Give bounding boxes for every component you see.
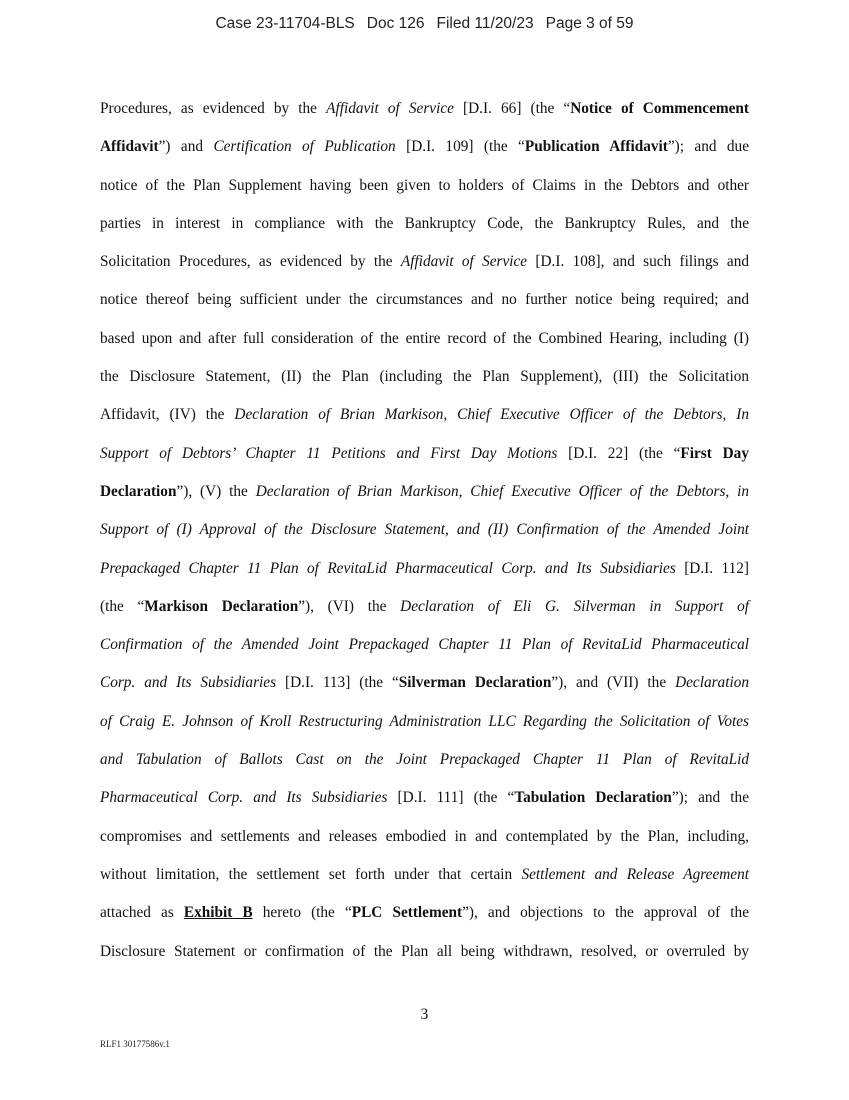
exhibit-b-reference: Exhibit B xyxy=(183,904,253,922)
body-line: Support of Debtors’ Chapter 11 Petitions and First Day Motions [D.I. 22] (the “First Day xyxy=(100,444,749,462)
body-line: of Craig E. Johnson of Kroll Restructuring Administration LLC Regarding the Solicitation of Votes xyxy=(100,712,749,730)
body-line: Affidavit”) and Certification of Publication [D.I. 109] (the “Publication Affidavit”); and due xyxy=(100,138,749,156)
body-line: compromises and settlements and releases embodied in and contemplated by the Plan, including, xyxy=(100,827,749,845)
body-line: parties in interest in compliance with the Bankruptcy Code, the Bankruptcy Rules, and the xyxy=(100,214,749,232)
body-line: and Tabulation of Ballots Cast on the Joint Prepackaged Chapter 11 Plan of RevitaLid xyxy=(100,751,749,769)
body-line: Support of (I) Approval of the Disclosure Statement, and (II) Confirmation of the Amended Joint xyxy=(100,521,749,539)
body-line: Affidavit, (IV) the Declaration of Brian Markison, Chief Executive Officer of the Debtors, In xyxy=(100,406,750,424)
body-line: Solicitation Procedures, as evidenced by the Affidavit of Service [D.I. 108], and such filings and xyxy=(100,253,749,271)
body-line: notice of the Plan Supplement having been given to holders of Claims in the Debtors and other xyxy=(100,176,749,194)
page-number: 3 xyxy=(420,1006,429,1023)
doc-number: Doc 126 xyxy=(366,15,425,32)
body-line: attached as Exhibit B hereto (the “PLC Settlement”), and objections to the approval of the xyxy=(100,904,749,922)
filing-header xyxy=(0,15,849,33)
body-line: the Disclosure Statement, (II) the Plan (including the Plan Supplement), (III) the Solicitation xyxy=(100,368,749,386)
body-line: Pharmaceutical Corp. and Its Subsidiaries [D.I. 111] (the “Tabulation Declaration”); and the xyxy=(100,789,749,807)
body-line: based upon and after full consideration of the entire record of the Combined Hearing, including (I) xyxy=(100,329,749,347)
body-line: Declaration”), (V) the Declaration of Brian Markison, Chief Executive Officer of the Debtors, in xyxy=(100,482,749,500)
body-line: notice thereof being sufficient under the circumstances and no further notice being required; and xyxy=(100,291,749,309)
body-line: Procedures, as evidenced by the Affidavit of Service [D.I. 66] (the “Notice of Commencement xyxy=(100,100,749,117)
page-of-pages: Page 3 of 59 xyxy=(545,15,634,32)
case-number: Case 23-11704-BLS xyxy=(215,15,355,32)
body-line: (the “Markison Declaration”), (VI) the Declaration of Eli G. Silverman in Support of xyxy=(100,597,750,615)
body-line: without limitation, the settlement set forth under that certain Settlement and Release Agreement xyxy=(100,865,749,883)
body-line: Confirmation of the Amended Joint Prepackaged Chapter 11 Plan of RevitaLid Pharmaceutical xyxy=(100,636,749,654)
document-id: RLF1 30177586v.1 xyxy=(100,1039,170,1049)
body-line: Disclosure Statement or confirmation of the Plan all being withdrawn, resolved, or overruled by xyxy=(100,942,749,960)
filed-date: Filed 11/20/23 xyxy=(436,15,534,32)
body-line: Corp. and Its Subsidiaries [D.I. 113] (the “Silverman Declaration”), and (VII) the Declaration xyxy=(100,674,750,692)
body-line: Prepackaged Chapter 11 Plan of RevitaLid Pharmaceutical Corp. and Its Subsidiaries [D.I. 112] xyxy=(100,559,749,577)
document-body xyxy=(100,90,749,971)
